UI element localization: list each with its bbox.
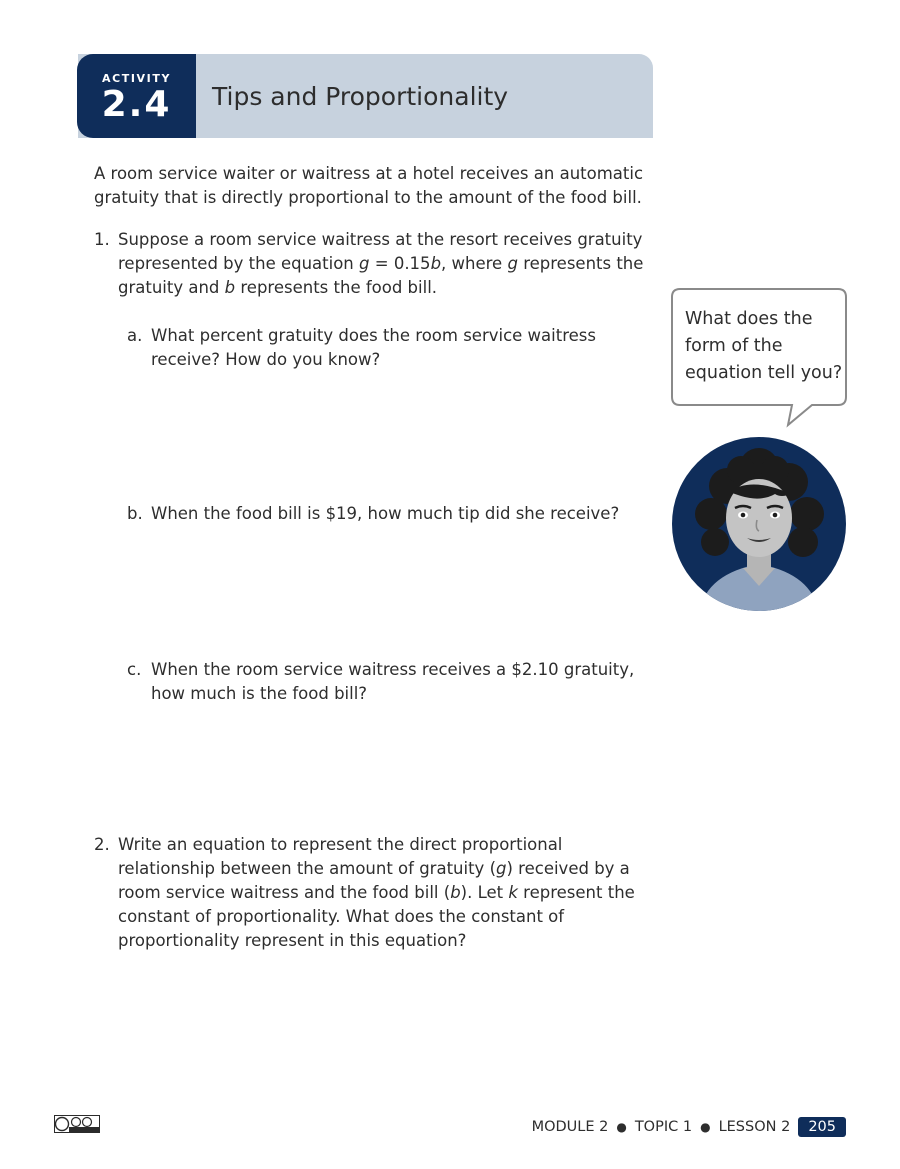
footer-module: MODULE 2 — [531, 1119, 609, 1135]
speech-bubble-text: What does the form of the equation tell you? — [685, 309, 843, 383]
question-1-number: 1. — [94, 230, 110, 249]
question-2-number: 2. — [94, 835, 110, 854]
question-1c-label: c. — [127, 660, 142, 679]
creative-commons-license-icon — [54, 1115, 100, 1133]
footer-topic: TOPIC 1 — [634, 1119, 693, 1135]
bullet-separator-icon: ● — [616, 1120, 627, 1134]
question-1a-text: What percent gratuity does the room service waitress receive? How do you know? — [151, 326, 596, 369]
footer-lesson: LESSON 2 — [718, 1119, 791, 1135]
question-2-text: Write an equation to represent the direct proportional relationship between the amount of gratuity (g) received by a room service waitress and the food bill (b). Let k represent the constant of proportionality. What does the constant of proportionality represent in this equation? — [118, 835, 635, 950]
question-1b-label: b. — [127, 504, 143, 523]
question-1c-text: When the room service waitress receives a $2.10 gratuity, how much is the food bill? — [151, 660, 635, 703]
activity-number: 2.4 — [101, 84, 172, 125]
question-1a-label: a. — [127, 326, 143, 345]
activity-label: ACTIVITY — [101, 72, 172, 85]
intro-paragraph: A room service waiter or waitress at a hotel receives an automatic gratuity that is directly proportional to the amount of the food bill. — [94, 164, 644, 207]
question-1b-text: When the food bill is $19, how much tip did she receive? — [151, 504, 620, 523]
question-1-text: Suppose a room service waitress at the resort receives gratuity represented by the equation g = 0.15b, where g represents the gratuity and b represents the food bill. — [118, 230, 644, 297]
activity-title: Tips and Proportionality — [212, 82, 509, 111]
activity-badge — [77, 54, 196, 138]
page-footer — [532, 1117, 846, 1137]
bullet-separator-icon: ● — [700, 1120, 711, 1134]
student-avatar — [671, 436, 847, 612]
page-number: 205 — [798, 1117, 846, 1137]
